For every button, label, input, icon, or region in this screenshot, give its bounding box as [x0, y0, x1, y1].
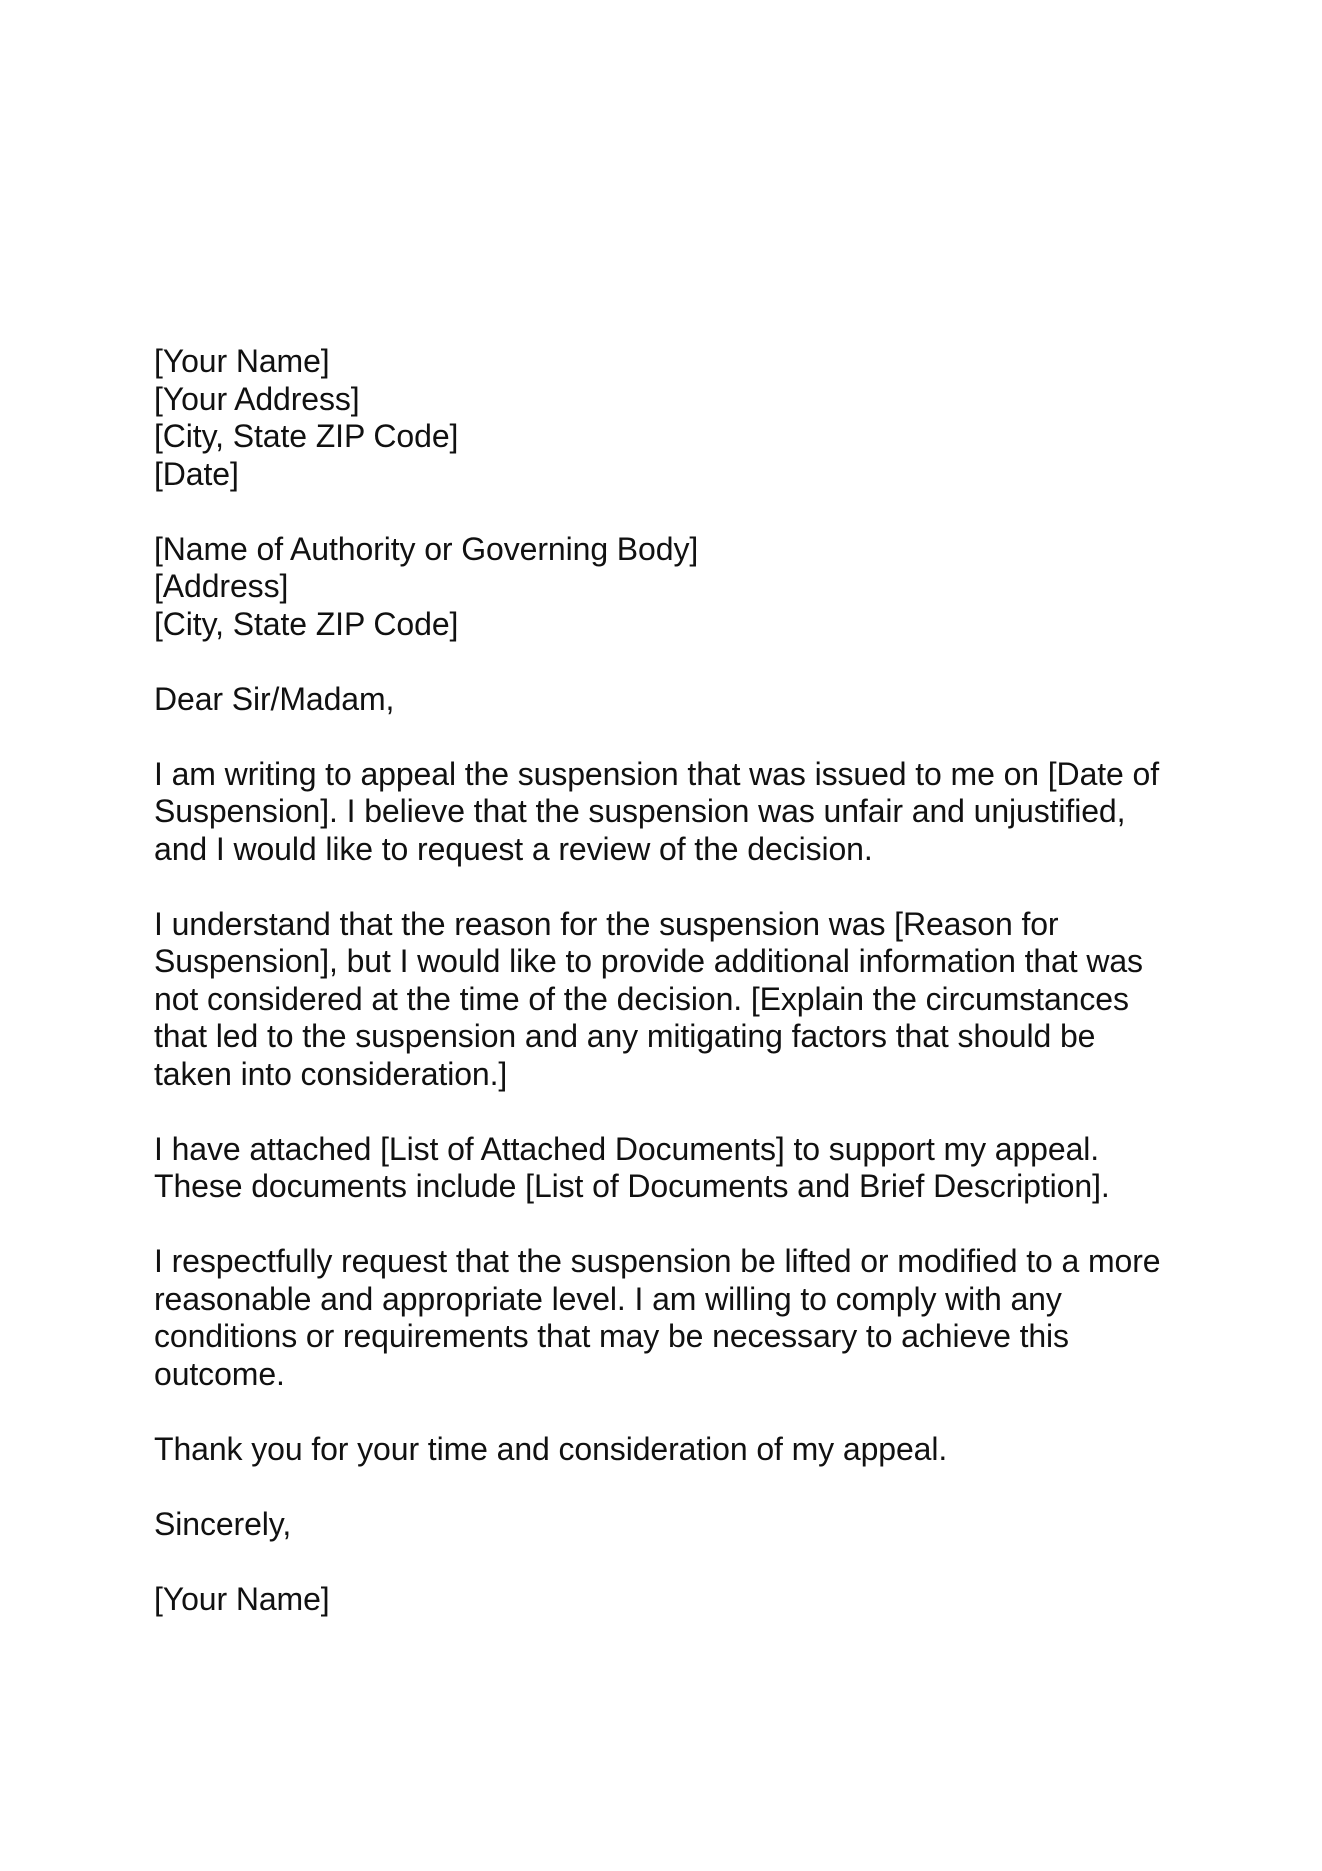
letter-body: [154, 343, 1214, 1656]
paragraph-request: [154, 1243, 1214, 1393]
paragraph-line: Suspension], but I would like to provide additional information that was: [154, 943, 1143, 979]
closing: [154, 1506, 1214, 1544]
signature-name: [Your Name]: [154, 1580, 330, 1617]
paragraph-attachments: [154, 1131, 1214, 1206]
paragraph-line: I am writing to appeal the suspension that was issued to me on [Date of: [154, 755, 1160, 792]
recipient-city: [City, State ZIP Code]: [154, 605, 459, 642]
paragraph-line: These documents include [List of Documents and Brief Description].: [154, 1168, 1110, 1204]
paragraph-reason: [154, 906, 1214, 1094]
signature: [154, 1581, 1214, 1619]
paragraph-line: not considered at the time of the decision. [Explain the circumstances: [154, 980, 1129, 1017]
sender-name: [Your Name]: [154, 343, 330, 379]
paragraph-line: and I would like to request a review of the decision.: [154, 830, 873, 867]
paragraph-line: I understand that the reason for the suspension was [Reason for: [154, 905, 1059, 942]
salutation-text: Dear Sir/Madam,: [154, 680, 395, 717]
paragraph-line: taken into consideration.]: [154, 1055, 508, 1092]
sender-street: [Your Address]: [154, 380, 360, 417]
closing-text: Sincerely,: [154, 1505, 292, 1542]
paragraph-line: reasonable and appropriate level. I am willing to comply with any: [154, 1280, 1062, 1317]
paragraph-appeal-intro: [154, 756, 1214, 869]
letter-date: [Date]: [154, 455, 239, 492]
paragraph-thanks: [154, 1431, 1214, 1469]
paragraph-line: that led to the suspension and any mitigating factors that should be: [154, 1018, 1096, 1054]
recipient-street: [Address]: [154, 568, 289, 604]
recipient-name: [Name of Authority or Governing Body]: [154, 530, 699, 567]
sender-city: [City, State ZIP Code]: [154, 418, 459, 454]
paragraph-line: I respectfully request that the suspension be lifted or modified to a more: [154, 1243, 1161, 1279]
paragraph-line: outcome.: [154, 1355, 285, 1392]
paragraph-line: Suspension]. I believe that the suspension was unfair and unjustified,: [154, 793, 1126, 829]
paragraph-line: I have attached [List of Attached Documents] to support my appeal.: [154, 1130, 1100, 1167]
sender-address: [154, 343, 1214, 493]
recipient-address: [154, 531, 1214, 644]
salutation: [154, 681, 1214, 719]
paragraph-line: conditions or requirements that may be necessary to achieve this: [154, 1318, 1069, 1354]
thanks-text: Thank you for your time and consideration of my appeal.: [154, 1430, 948, 1467]
